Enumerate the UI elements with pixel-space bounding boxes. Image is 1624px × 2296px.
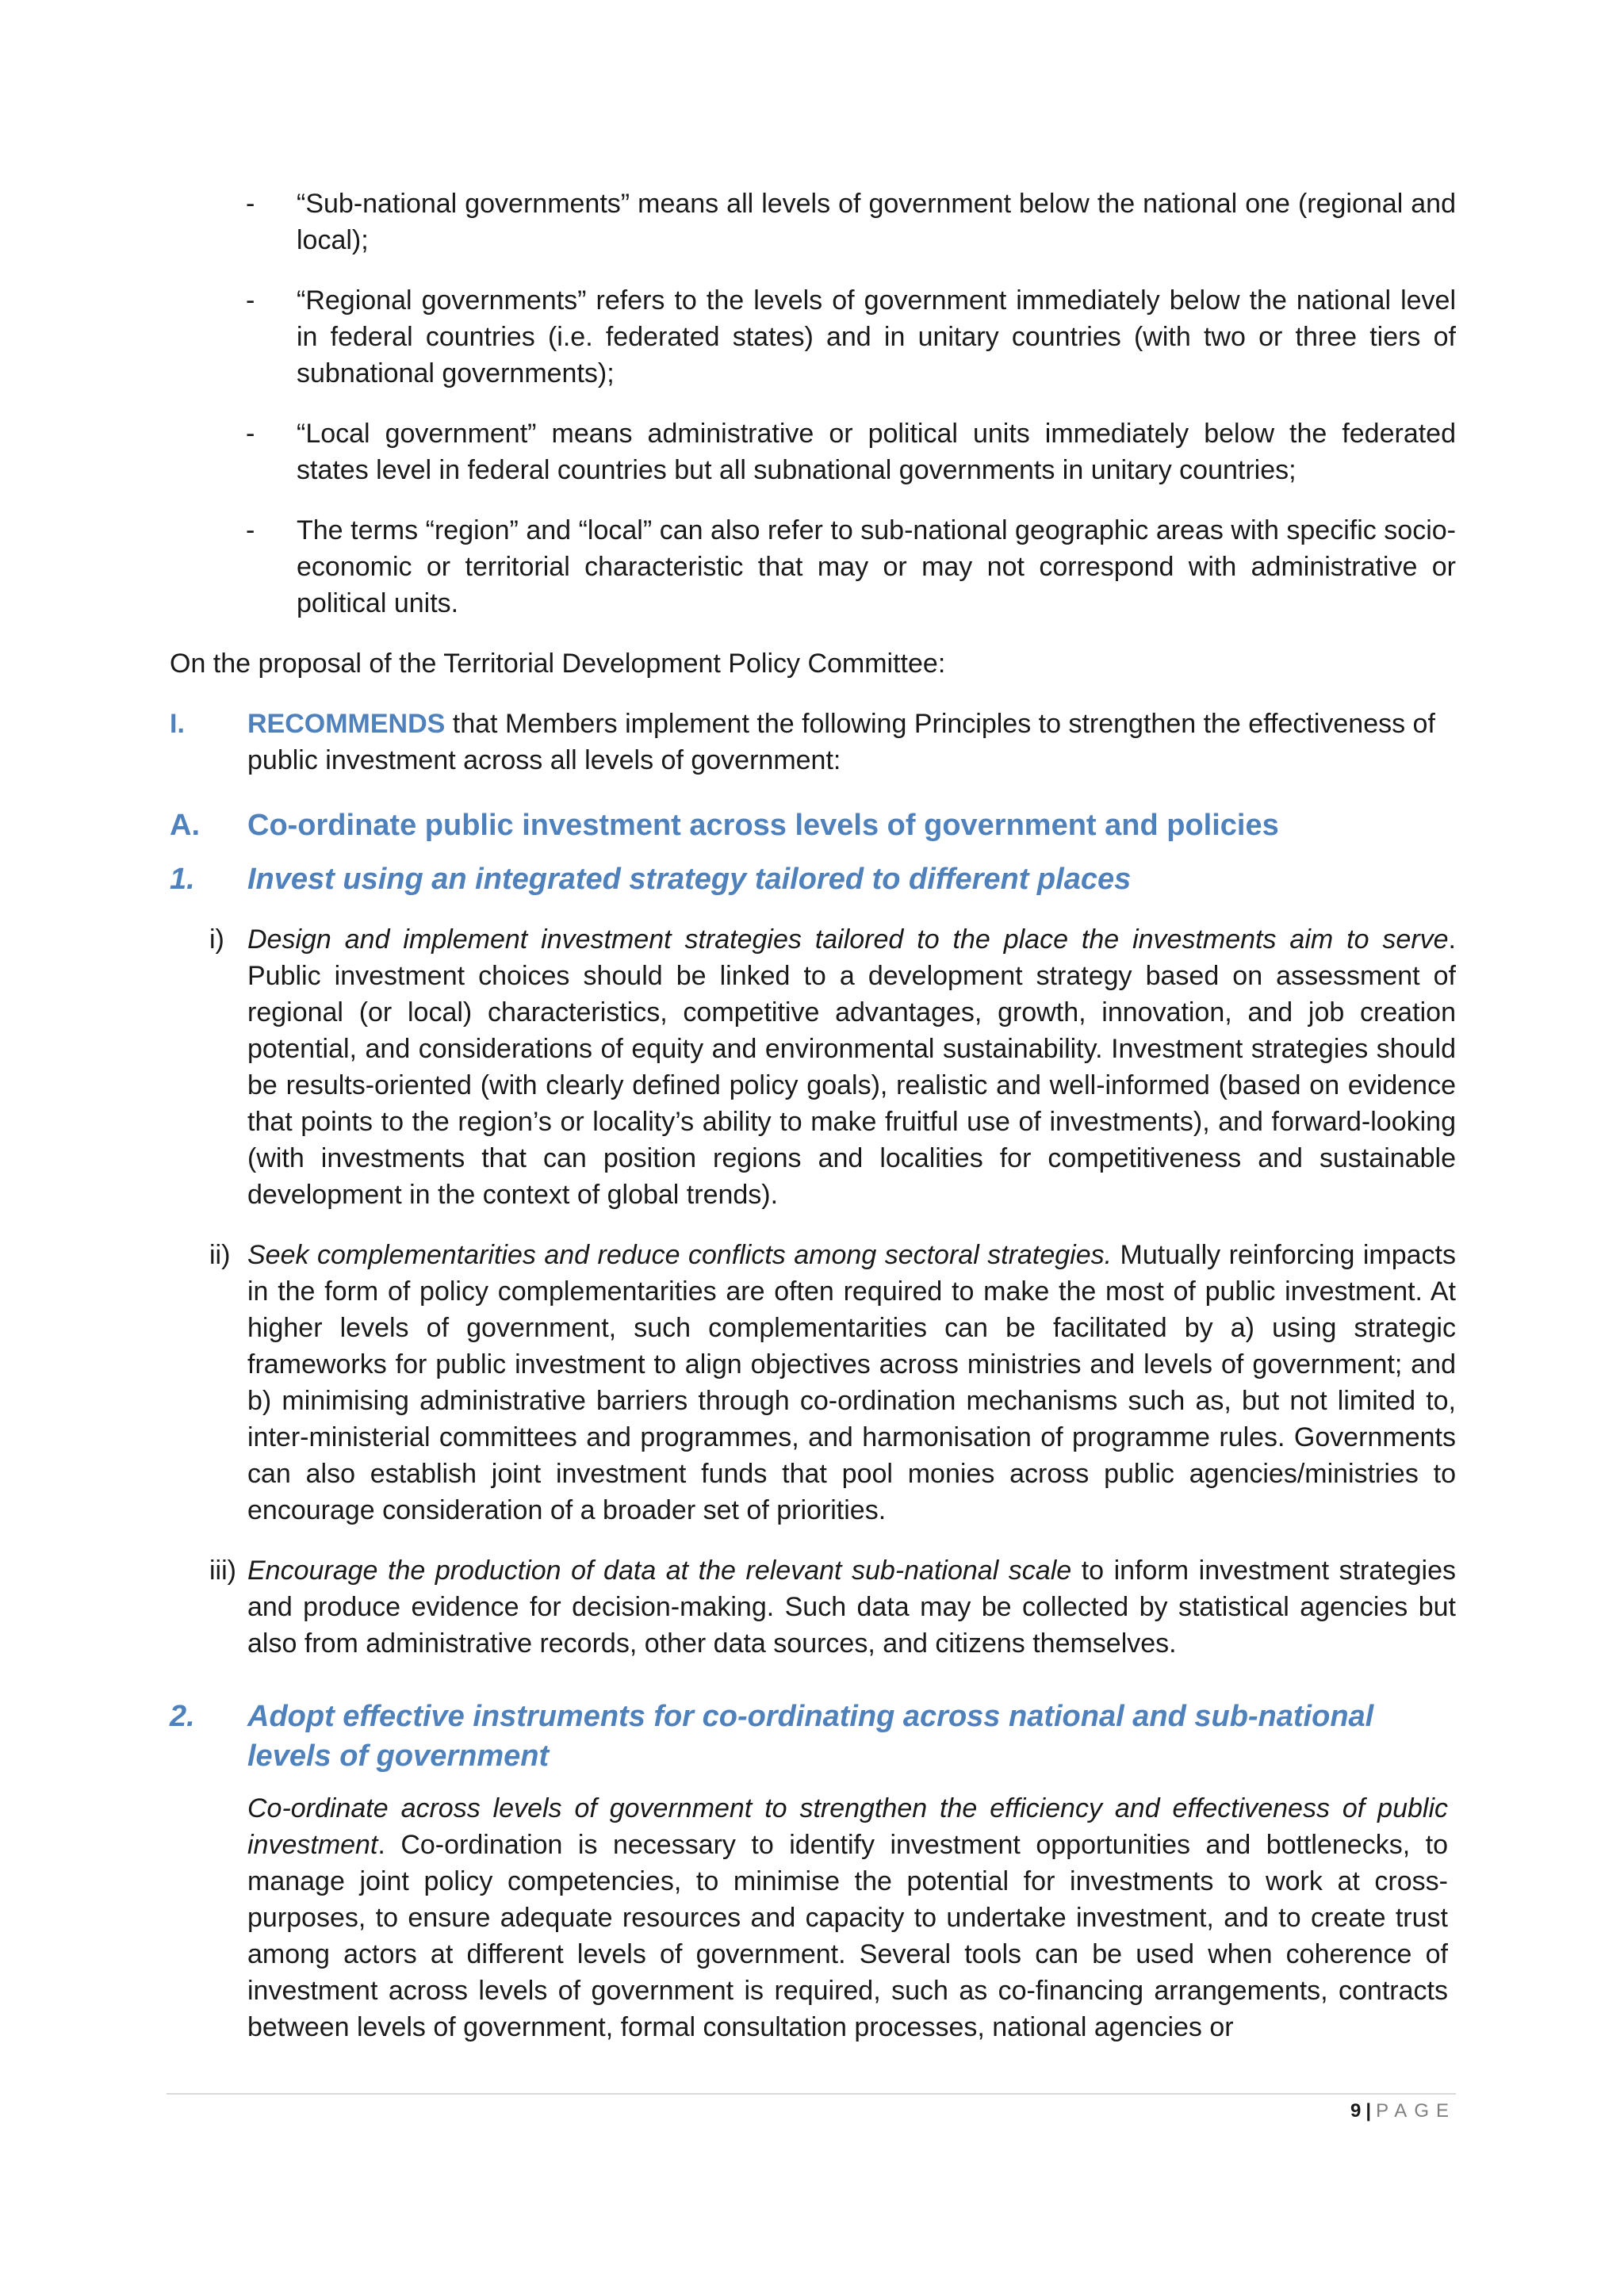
bullet-dash: - [246, 515, 255, 545]
definition-item [170, 415, 1456, 488]
item-text: . Public investment choices should be linked to a development strategy based on assessment of regional (or local) characteristics, competitive advantages, growth, innovation, and job creation potential, and considerations of equity and environmental sustainability. Investment strategies should be results-oriented (with clearly defined policy goals), realistic and well-informed (based on evidence that points to the region’s or locality’s ability to make fruitful use of investments), and forward-looking (with investments that can position regions and localities for competitiveness and sustainable development in the context of global trends). [247, 924, 1456, 1210]
intro-sentence: On the proposal of the Territorial Development Policy Committee: [170, 649, 946, 679]
definition-text: “Local government” means administrative or political units immediately below the federated states level in federal countries but all subnational governments in unitary countries; [297, 419, 1456, 485]
page-content [170, 186, 1456, 2045]
footer-divider [167, 2093, 1456, 2095]
page-number: 9 [1350, 2100, 1362, 2122]
principle-title: Adopt effective instruments for co-ordinating across national and sub-national levels of government [247, 1700, 1374, 1773]
item-emphasis: Seek complementarities and reduce conflicts among sectoral strategies. [247, 1240, 1113, 1270]
item-text: to inform investment strategies and produce evidence for decision-making. Such data may be collected by statistical agencies but also from administrative records, other data sources, and citizens themselves. [247, 1556, 1456, 1659]
bullet-dash: - [246, 189, 255, 219]
page-footer [1350, 2099, 1456, 2123]
page-label: PAGE [1376, 2100, 1456, 2122]
item-number: iii) [209, 1556, 236, 1586]
definition-text: “Sub-national governments” means all levels of government below the national one (regional and local); [297, 189, 1456, 255]
coordination-paragraph [170, 1790, 1456, 2045]
definition-text: “Regional governments” refers to the levels of government immediately below the national level in federal countries (i.e. federated states) and in unitary countries (with two or three tiers of subnational governments); [297, 285, 1456, 388]
definition-text: The terms “region” and “local” can also refer to sub-national geographic areas with specific socio-economic or territorial characteristic that may or may not correspond with administrative or political units. [297, 515, 1456, 618]
footer-separator: | [1365, 2100, 1372, 2122]
principle-item [170, 1237, 1456, 1529]
section-number: A. [170, 809, 200, 842]
recommendation-text: that Members implement the following Principles to strengthen the effectiveness of public investment across all levels of government: [247, 709, 1435, 775]
bullet-dash: - [246, 419, 255, 449]
coordination-emphasis: Co-ordinate across levels of government to strengthen the efficiency and effectiveness of public investment [247, 1793, 1448, 1860]
item-emphasis: Encourage the production of data at the relevant sub-national scale [247, 1556, 1072, 1586]
bullet-dash: - [246, 285, 255, 316]
recommendation-paragraph [170, 706, 1456, 779]
principle-number: 2. [170, 1700, 195, 1733]
item-emphasis: Design and implement investment strategies tailored to the place the investments aim to serve [247, 924, 1449, 955]
item-text: Mutually reinforcing impacts in the form of policy complementarities are often required to make the most of public investment. At higher levels of government, such complementarities can be facilitated by a) using strategic frameworks for public investment to align objectives across ministries and levels of government; and b) minimising administrative barriers through co-ordination mechanisms such as, but not limited to, inter-ministerial committees and programmes, and harmonisation of programme rules. Governments can also establish joint investment funds that pool monies across public agencies/ministries to encourage consideration of a broader set of priorities. [247, 1240, 1456, 1525]
recommends-keyword: RECOMMENDS [247, 709, 446, 739]
item-number: i) [209, 924, 224, 955]
section-heading-a [170, 806, 1456, 845]
principle-title: Invest using an integrated strategy tailored to different places [247, 863, 1132, 896]
definition-item [170, 186, 1456, 258]
principle-item [170, 921, 1456, 1213]
definition-item [170, 282, 1456, 392]
section-title: Co-ordinate public investment across levels of government and policies [247, 809, 1279, 842]
coordination-text: . Co-ordination is necessary to identify investment opportunities and bottlenecks, to manage joint policy competencies, to minimise the potential for investments to work at cross-purposes, to ensure adequate resources and capacity to undertake investment, and to create trust among actors at different levels of government. Several tools can be used when coherence of investment across levels of government is required, such as co-financing arrangements, contracts between levels of government, formal consultation processes, national agencies or [247, 1830, 1448, 2042]
definition-item [170, 512, 1456, 622]
principle-item [170, 1552, 1456, 1662]
principle-heading-2 [170, 1697, 1456, 1776]
principle-heading-1 [170, 859, 1456, 899]
item-number: ii) [209, 1240, 231, 1270]
recommendation-number: I. [170, 709, 185, 739]
principle-number: 1. [170, 863, 195, 896]
